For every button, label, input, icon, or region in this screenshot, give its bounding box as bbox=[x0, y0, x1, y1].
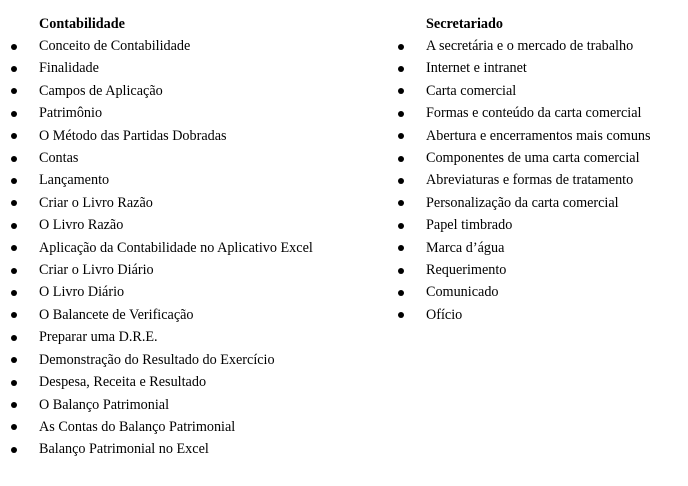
list-item: Finalidade bbox=[9, 57, 339, 79]
list-item: O Método das Partidas Dobradas bbox=[9, 125, 339, 147]
list-item: Lançamento bbox=[9, 169, 339, 191]
list-item: O Balanço Patrimonial bbox=[9, 394, 339, 416]
list-item: Aplicação da Contabilidade no Aplicativo Excel bbox=[9, 237, 339, 259]
list-item: Preparar uma D.R.E. bbox=[9, 326, 339, 348]
list-item: Componentes de uma carta comercial bbox=[396, 147, 688, 169]
list-item: Demonstração do Resultado do Exercício bbox=[9, 349, 339, 371]
list-item: Personalização da carta comercial bbox=[396, 192, 688, 214]
list-item: Carta comercial bbox=[396, 80, 688, 102]
list-item: Patrimônio bbox=[9, 102, 339, 124]
secretariado-column bbox=[396, 13, 688, 326]
list-item: Abreviaturas e formas de tratamento bbox=[396, 169, 688, 191]
list-item: Campos de Aplicação bbox=[9, 80, 339, 102]
list-item: Criar o Livro Diário bbox=[9, 259, 339, 281]
list-item: Formas e conteúdo da carta comercial bbox=[396, 102, 688, 124]
list-item: Marca d’água bbox=[396, 237, 688, 259]
list-item: Ofício bbox=[396, 304, 688, 326]
list-item: Conceito de Contabilidade bbox=[9, 35, 339, 57]
contabilidade-column bbox=[9, 13, 339, 461]
contabilidade-heading: Contabilidade bbox=[39, 16, 125, 32]
list-item: Balanço Patrimonial no Excel bbox=[9, 438, 339, 460]
secretariado-list bbox=[396, 35, 688, 326]
list-item: Contas bbox=[9, 147, 339, 169]
list-item: O Livro Diário bbox=[9, 281, 339, 303]
list-item: Comunicado bbox=[396, 281, 688, 303]
list-item: Despesa, Receita e Resultado bbox=[9, 371, 339, 393]
secretariado-heading: Secretariado bbox=[426, 16, 503, 32]
list-item: Papel timbrado bbox=[396, 214, 688, 236]
list-item: Abertura e encerramentos mais comuns bbox=[396, 125, 688, 147]
list-item: Requerimento bbox=[396, 259, 688, 281]
contabilidade-list bbox=[9, 35, 339, 461]
list-item: O Livro Razão bbox=[9, 214, 339, 236]
list-item: As Contas do Balanço Patrimonial bbox=[9, 416, 339, 438]
list-item: A secretária e o mercado de trabalho bbox=[396, 35, 688, 57]
list-item: Criar o Livro Razão bbox=[9, 192, 339, 214]
list-item: Internet e intranet bbox=[396, 57, 688, 79]
list-item: O Balancete de Verificação bbox=[9, 304, 339, 326]
